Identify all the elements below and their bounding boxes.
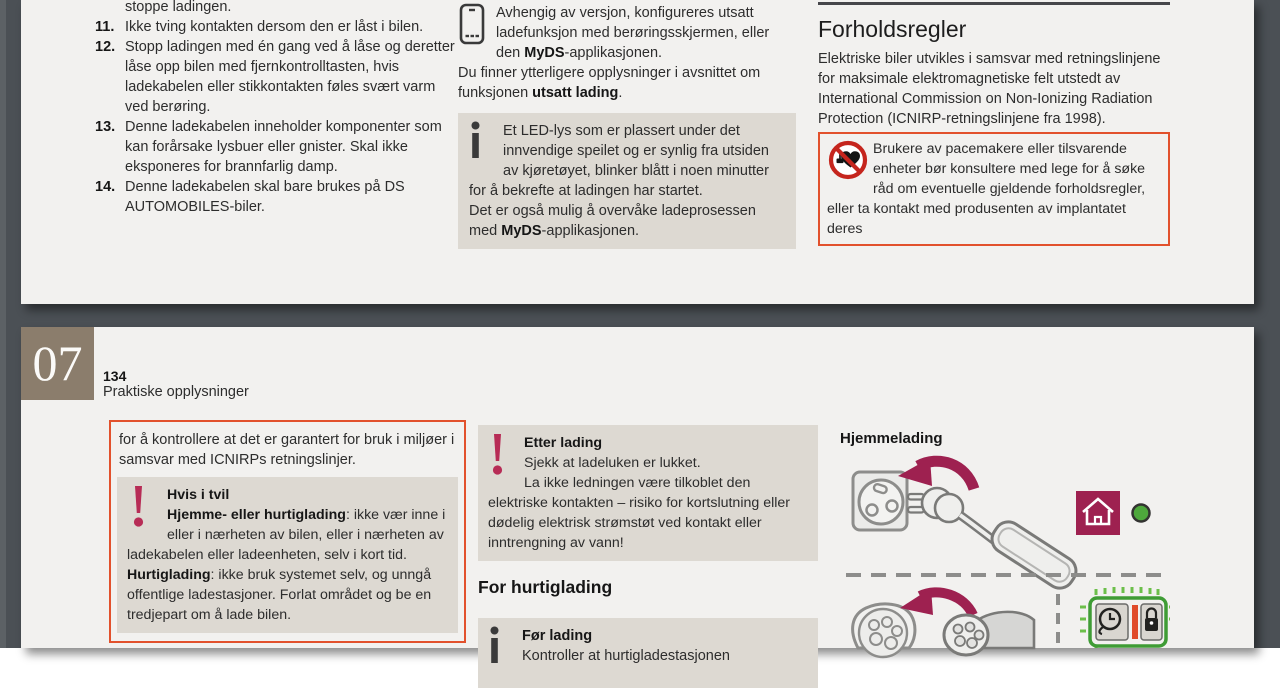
fast-charge-bold: Hurtiglading — [127, 567, 211, 583]
list-item-number: 13. — [95, 119, 116, 135]
right-column — [818, 0, 1170, 246]
list-item — [95, 177, 461, 217]
list-item-text: Stopp ladingen med én gang ved å låse og deretter låse opp bilen med fjernkontrolltasten, hvis ladekabelen eller stikkontakten føles svært varm ved berøring. — [125, 39, 455, 115]
before-charging-title: Før lading — [522, 628, 593, 644]
home-charging-heading: Hjemmelading — [840, 430, 943, 447]
icnirp-intro-text: for å kontrollere at det er garantert for bruk i miljøer i samsvar med ICNIRPs retningslinjer. — [119, 432, 455, 468]
document-page-1 — [21, 0, 1254, 304]
arrow-to-socket — [898, 458, 974, 489]
list-overflow-line: stoppe ladingen. — [125, 0, 232, 15]
document-page-2 — [21, 327, 1254, 664]
after-charging-text: La ikke ledningen være tilkoblet den elektriske kontakten – risiko for kortslutning eller dødelig elektrisk strømstøt ved kontakt eller inntrengning av vann! — [488, 475, 791, 551]
list-item-number: 14. — [95, 179, 116, 195]
middle-column-page2 — [478, 327, 818, 664]
pacemaker-warning-text: Brukere av pacemakere eller tilsvarende enheter bør konsultere med lege for å søke råd om eventuelle gjeldende forholdsregler, eller ta kontakt med produsenten av implantatet deres — [827, 140, 1146, 237]
phone-paragraph — [458, 3, 796, 63]
precautions-heading: Forholdsregler — [818, 15, 967, 42]
section-title: Praktiske opplysninger — [103, 384, 249, 400]
phone-paragraph-text: -applikasjonen. — [564, 45, 663, 61]
more-info-bold: utsatt lading — [532, 85, 619, 101]
middle-column — [458, 3, 796, 249]
led-info-bold: MyDS — [501, 223, 542, 239]
led-info-text: Det er også mulig å overvåke ladeprosessen med — [469, 203, 756, 239]
arrow-to-port — [900, 588, 973, 615]
warning-exclamation-icon — [488, 433, 524, 477]
home-charging-illustration — [836, 445, 1170, 648]
after-charging-box — [478, 425, 818, 561]
before-charging-box — [478, 618, 818, 688]
icnirp-warning-box — [109, 420, 466, 643]
before-charging-partial-line: Kontroller at hurtigladestasjonen — [522, 648, 730, 664]
home-fast-charge-bold: Hjemme- eller hurtiglading — [167, 507, 346, 523]
fast-charging-heading: For hurtiglading — [478, 577, 613, 597]
list-item-text: Denne ladekabelen inneholder komponenter som kan forårsake lysbuer eller gnister. Skal ikke eksponeres for brannfarlig damp. — [125, 119, 442, 175]
list-item — [95, 37, 461, 117]
delayed-charging-indicator — [1080, 587, 1170, 648]
warning-exclamation-icon — [127, 485, 167, 531]
list-item-text: Ikke tving kontakten dersom den er låst i bilen. — [125, 19, 424, 35]
after-charging-title: Etter lading — [524, 435, 603, 451]
after-charging-line1: Sjekk at ladeluken er lukket. — [524, 455, 701, 471]
led-info-text: Et LED-lys som er plassert under det innvendige speilet og er synlig fra utsiden av kjøretøyet, blinker blått i noen minutter for å bekrefte at ladingen har startet. — [469, 123, 769, 199]
home-icon-badge — [1076, 491, 1120, 535]
info-icon — [469, 121, 503, 162]
phone-paragraph-text: Avhengig av versjon, konfigureres utsatt ladefunksjon med berøringsskjermen, eller den — [496, 5, 770, 61]
page-number: 134 — [103, 368, 127, 384]
chapter-number: 07 — [32, 335, 83, 391]
no-pacemaker-icon — [827, 139, 873, 181]
phone-paragraph-bold: MyDS — [524, 45, 565, 61]
info-icon — [488, 626, 522, 667]
led-info-text-2 — [469, 201, 785, 241]
smartphone-icon — [458, 3, 496, 46]
viewer-edge-strip — [0, 0, 6, 648]
list-item — [95, 17, 461, 37]
wall-socket — [853, 472, 907, 530]
if-in-doubt-title: Hvis i tvil — [167, 487, 230, 503]
precautions-paragraph: Elektriske biler utvikles i samsvar med retningslinjene for maksimale elektromagnetiske felt utstedt av International Commission on Non-Ionizing Radiation Protection (ICNIRP-retningslinjene fra 1998). — [818, 50, 1161, 127]
section-divider-rule — [818, 2, 1170, 5]
list-item-text: Denne ladekabelen skal bare brukes på DS AUTOMOBILES-biler. — [125, 179, 405, 215]
red-bar — [1132, 605, 1138, 639]
green-led-indicator — [1133, 505, 1150, 522]
numbered-list — [95, 0, 461, 217]
list-item-number: 12. — [95, 39, 116, 55]
chapter-number-box — [21, 327, 94, 400]
list-item-number: 11. — [95, 19, 115, 35]
led-info-text: -applikasjonen. — [541, 223, 640, 239]
pacemaker-warning-box — [818, 132, 1170, 246]
home-fast-charge-text: : ikke vær inne i eller i nærheten av bilen, eller i nærheten av ladekabelen eller ladeenheten, selv i kort tid. — [127, 507, 446, 563]
more-info-text: Du finner ytterligere opplysninger i avsnittet om funksjonen — [458, 65, 761, 101]
charging-cable — [908, 488, 1081, 593]
list-item — [95, 117, 461, 177]
more-info-paragraph — [458, 63, 796, 103]
led-info-box — [458, 113, 796, 249]
charging-port — [853, 604, 915, 657]
more-info-text: . — [618, 85, 623, 101]
fast-charge-text: : ikke bruk systemet selv, og unngå offentlige ladestasjoner. Forlat området og be en tredjepart om å lade bilen. — [127, 567, 432, 623]
if-in-doubt-box — [117, 477, 458, 633]
charging-connector — [944, 612, 1034, 655]
